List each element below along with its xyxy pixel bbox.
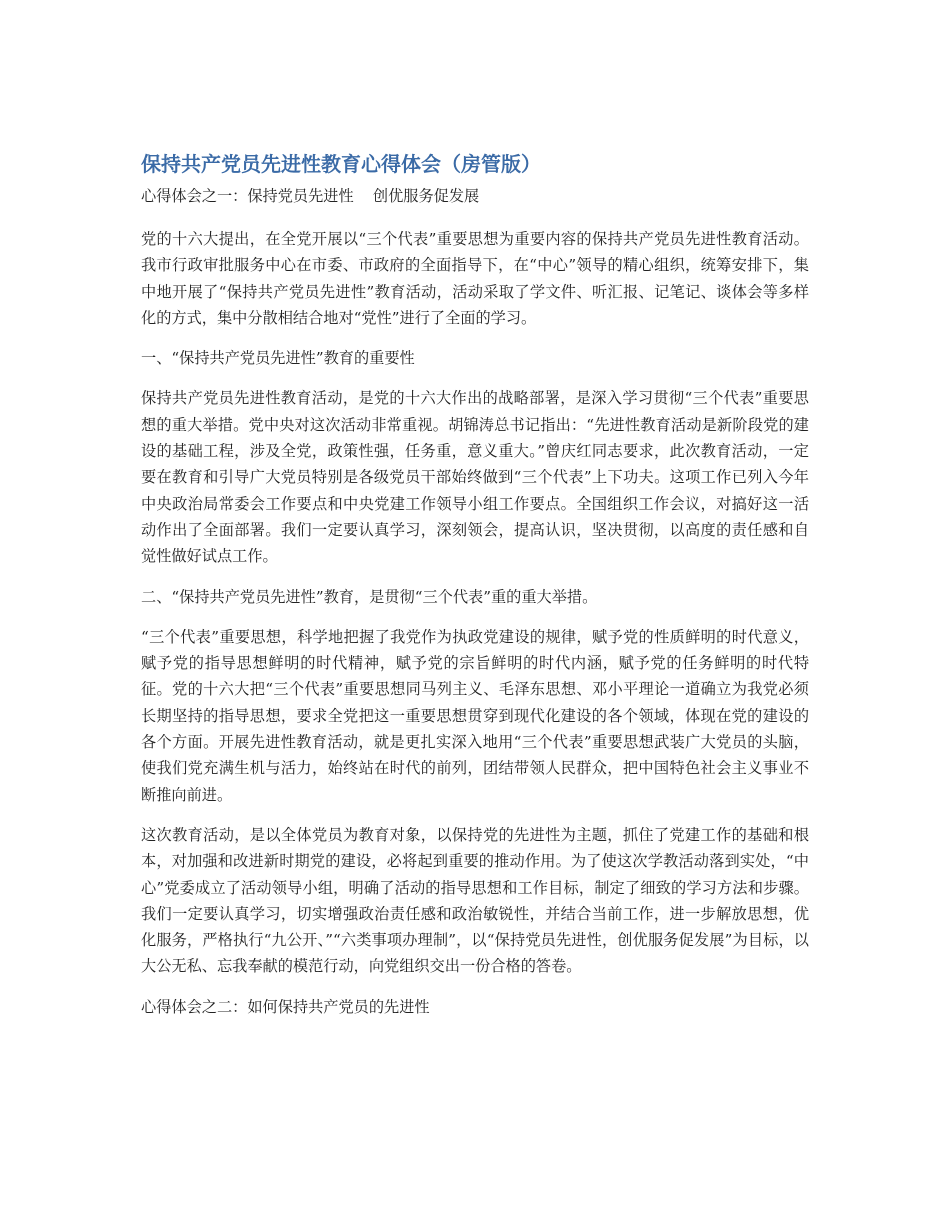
paragraph-intro: 党的十六大提出，在全党开展以“三个代表”重要思想为重要内容的保持共产党员先进性教育活动。我市行政审批服务中心在市委、市政府的全面指导下，在“中心”领导的精心组织，统筹安排下，集中地开展了“保持共产党员先进性”教育活动，活动采取了学文件、听汇报、记笔记、谈体会等多样化的方式，集中分散相结合地对“党性”进行了全面的学习。 (141, 230, 809, 327)
document-title: 保持共产党员先进性教育心得体会（房管版） (141, 152, 541, 176)
section-heading-part-two: 心得体会之二：如何保持共产党员的先进性 (141, 997, 430, 1016)
paragraph-importance: 保持共产党员先进性教育活动，是党的十六大作出的战略部署，是深入学习贯彻“三个代表”重要思想的重大举措。党中央对这次活动非常重视。胡锦涛总书记指出：“先进性教育活动是新阶段党的建设的基础工程，涉及全党，政策性强，任务重，意义重大。”曾庆红同志要求，此次教育活动，一定要在教育和引导广大党员特别是各级党员干部始终做到“三个代表”上下功夫。这项工作已列入今年中央政治局常委会工作要点和中央党建工作领导小组工作要点。全国组织工作会议，对搞好这一活动作出了全面部署。我们一定要认真学习，深刻领会，提高认识，坚决贯彻，以高度的责任感和自觉性做好试点工作。 (141, 389, 809, 566)
section-heading-2: 二、“保持共产党员先进性”教育，是贯彻“三个代表”重的重大举措。 (141, 587, 598, 606)
document-page (141, 148, 809, 1020)
document-subtitle: 心得体会之一：保持党员先进性 创优服务促发展 (141, 187, 480, 205)
paragraph-education-activity: 这次教育活动，是以全体党员为教育对象，以保持党的先进性为主题，抓住了党建工作的基础和根本，对加强和改进新时期党的建设，必将起到重要的推动作用。为了使这次学教活动落到实处，“中心”党委成立了活动领导小组，明确了活动的指导思想和工作目标，制定了细致的学习方法和步骤。我们一定要认真学习，切实增强政治责任感和政治敏锐性，并结合当前工作，进一步解放思想，优化服务，严格执行“九公开、”“六类事项办理制”，以“保持党员先进性，创优服务促发展”为目标，以大公无私、忘我奉献的模范行动，向党组织交出一份合格的答卷。 (141, 825, 809, 976)
section-heading-1: 一、“保持共产党员先进性”教育的重要性 (141, 349, 415, 368)
paragraph-three-represents: “三个代表”重要思想，科学地把握了我党作为执政党建设的规律，赋予党的性质鲜明的时代意义，赋予党的指导思想鲜明的时代精神，赋予党的宗旨鲜明的时代内涵，赋予党的任务鲜明的时代特征。党的十六大把“三个代表”重要思想同马列主义、毛泽东思想、邓小平理论一道确立为我党必须长期坚持的指导思想，要求全党把这一重要思想贯穿到现代化建设的各个领域，体现在党的建设的各个方面。开展先进性教育活动，就是更扎实深入地用“三个代表”重要思想武装广大党员的头脑，使我们党充满生机与活力，始终站在时代的前列，团结带领人民群众，把中国特色社会主义事业不断推向前进。 (141, 627, 809, 804)
